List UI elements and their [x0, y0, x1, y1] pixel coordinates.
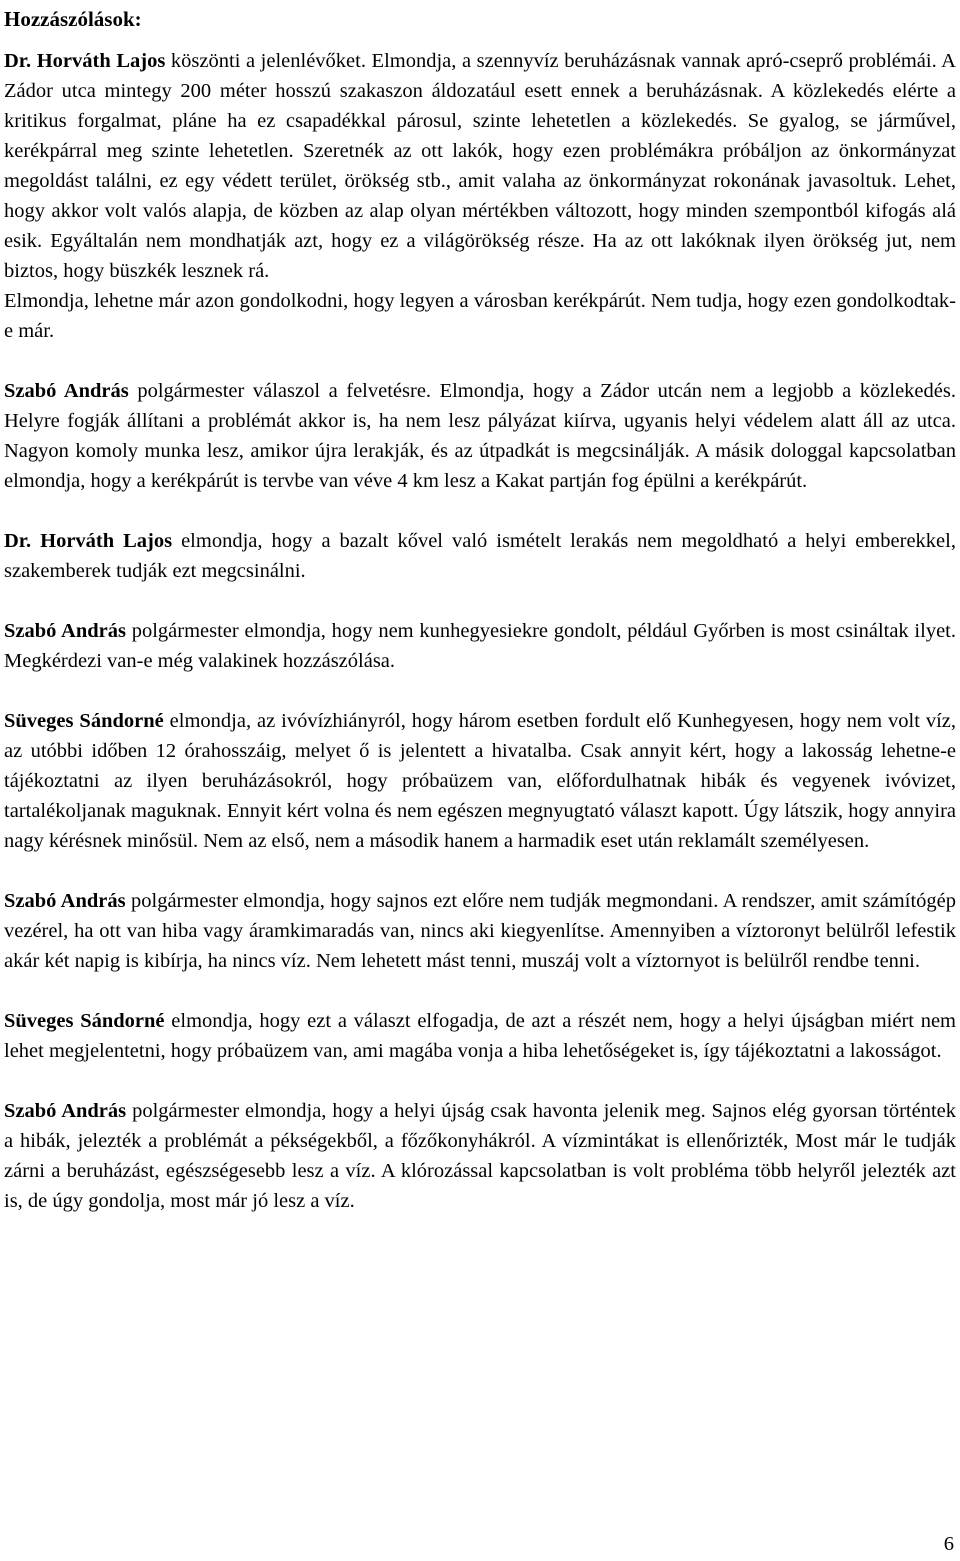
- paragraph-suveges-2: [4, 1006, 956, 1066]
- speaker-name: Szabó András: [4, 890, 126, 912]
- paragraph-szabo-4: [4, 1096, 956, 1216]
- speaker-name: Szabó András: [4, 1100, 127, 1122]
- speaker-name: Süveges Sándorné: [4, 710, 164, 732]
- speaker-name: Süveges Sándorné: [4, 1010, 165, 1032]
- paragraph-horvath-1: [4, 46, 956, 286]
- paragraph-szabo-1: [4, 376, 956, 496]
- speaker-name: Dr. Horváth Lajos: [4, 530, 173, 552]
- page-number: 6: [943, 1533, 954, 1555]
- paragraph-text: köszönti a jelenlévőket. Elmondja, a szennyvíz beruházásnak vannak apró-cseprő problémái. A Zádor utca mintegy 200 méter hosszú szakaszon áldozatául esett ennek a beruházásnak. A közlekedés elérte a kritikus forgalmat, pláne ha ez csapadékkal párosul, szinte lehetetlen a közlekedés. Se gyalog, se járművel, kerékpárral meg szinte lehetetlen. Szeretnék az ott lakók, hogy ezen problémákra próbáljon az önkormányzat megoldást találni, ez egy védett terület, örökség stb., amit valaha az önkormányzat rokonának javasoltuk. Lehet, hogy akkor volt valós alapja, de közben az alap olyan mértékben változott, hogy minden szempontból kifogás alá esik. Egyáltalán nem mondhatják azt, hogy ez a világörökség része. Ha az ott lakóknak ilyen örökség jut, nem biztos, hogy büszkék lesznek rá.: [4, 50, 956, 282]
- paragraph-text: elmondja, hogy a bazalt kővel való ismételt lerakás nem megoldható a helyi emberekkel, szakemberek tudják ezt megcsinálni.: [4, 530, 956, 582]
- paragraph-text: polgármester elmondja, hogy a helyi újság csak havonta jelenik meg. Sajnos elég gyorsan történtek a hibák, jelezték a problémát a pékségekből, a főzőkonyhákról. A vízmintákat is ellenőrizték, Most már le tudják zárni a beruházást, egészségesebb lesz a víz. A klórozással kapcsolatban is volt probléma több helyről jelezték azt is, de úgy gondolja, most már jó lesz a víz.: [4, 1100, 956, 1212]
- speaker-name: Dr. Horváth Lajos: [4, 50, 166, 72]
- paragraph-horvath-3: [4, 526, 956, 586]
- paragraph-text: polgármester válaszol a felvetésre. Elmondja, hogy a Zádor utcán nem a legjobb a közlekedés. Helyre fogják állítani a problémát akkor is, ha nem lesz pályázat kiírva, ugyanis helyi védelem alatt áll az utca. Nagyon komoly munka lesz, amikor újra lerakják, és az útpadkát is megcsinálják. A másik dologgal kapcsolatban elmondja, hogy a kerékpárút is tervbe van véve 4 km lesz a Kakat partján fog épülni a kerékpárút.: [4, 380, 956, 492]
- paragraph-szabo-2: [4, 616, 956, 676]
- paragraph-text: polgármester elmondja, hogy sajnos ezt előre nem tudják megmondani. A rendszer, amit számítógép vezérel, ha ott van hiba vagy áramkimaradás van, nincs aki kiegyenlítse. Amennyiben a víztoronyt belülről lefestik akár két napig is kibírja, ha nincs víz. Nem lehetett mást tenni, muszáj volt a víztornyot is belülről rendbe tenni.: [4, 890, 956, 972]
- paragraph-horvath-2: [4, 286, 956, 346]
- speaker-name: Szabó András: [4, 380, 129, 402]
- paragraph-text: elmondja, az ivóvízhiányról, hogy három esetben fordult elő Kunhegyesen, hogy nem volt víz, az utóbbi időben 12 órahosszáig, melyet ő is jelentett a hivatalba. Csak annyit kért, hogy a lakosság lehetne-e tájékoztatni az ilyen beruházásokról, hogy próbaüzem van, előfordulhatnak hibák és vegyenek ivóvizet, tartalékoljanak maguknak. Ennyit kért volna és nem egészen megnyugtató választ kapott. Úgy látszik, hogy annyira nagy kérésnek minősül. Nem az első, nem a második hanem a harmadik eset után reklamált személyesen.: [4, 710, 957, 852]
- paragraph-szabo-3: [4, 886, 956, 976]
- paragraph-suveges-1: [4, 706, 956, 856]
- paragraph-text: elmondja, hogy ezt a választ elfogadja, de azt a részét nem, hogy a helyi újságban miért nem lehet megjelentetni, hogy próbaüzem van, ami magába vonja a hiba lehetőségeket is, így tájékoztatni a lakosságot.: [4, 1010, 957, 1062]
- paragraph-text: polgármester elmondja, hogy nem kunhegyesiekre gondolt, például Győrben is most csináltak ilyet. Megkérdezi van-e még valakinek hozzászólása.: [4, 620, 956, 672]
- paragraph-text: Elmondja, lehetne már azon gondolkodni, hogy legyen a városban kerékpárút. Nem tudja, hogy ezen gondolkodtak-e már.: [4, 290, 956, 342]
- speaker-name: Szabó András: [4, 620, 126, 642]
- document-page: [4, 0, 956, 1216]
- section-heading: Hozzászólások:: [4, 7, 142, 31]
